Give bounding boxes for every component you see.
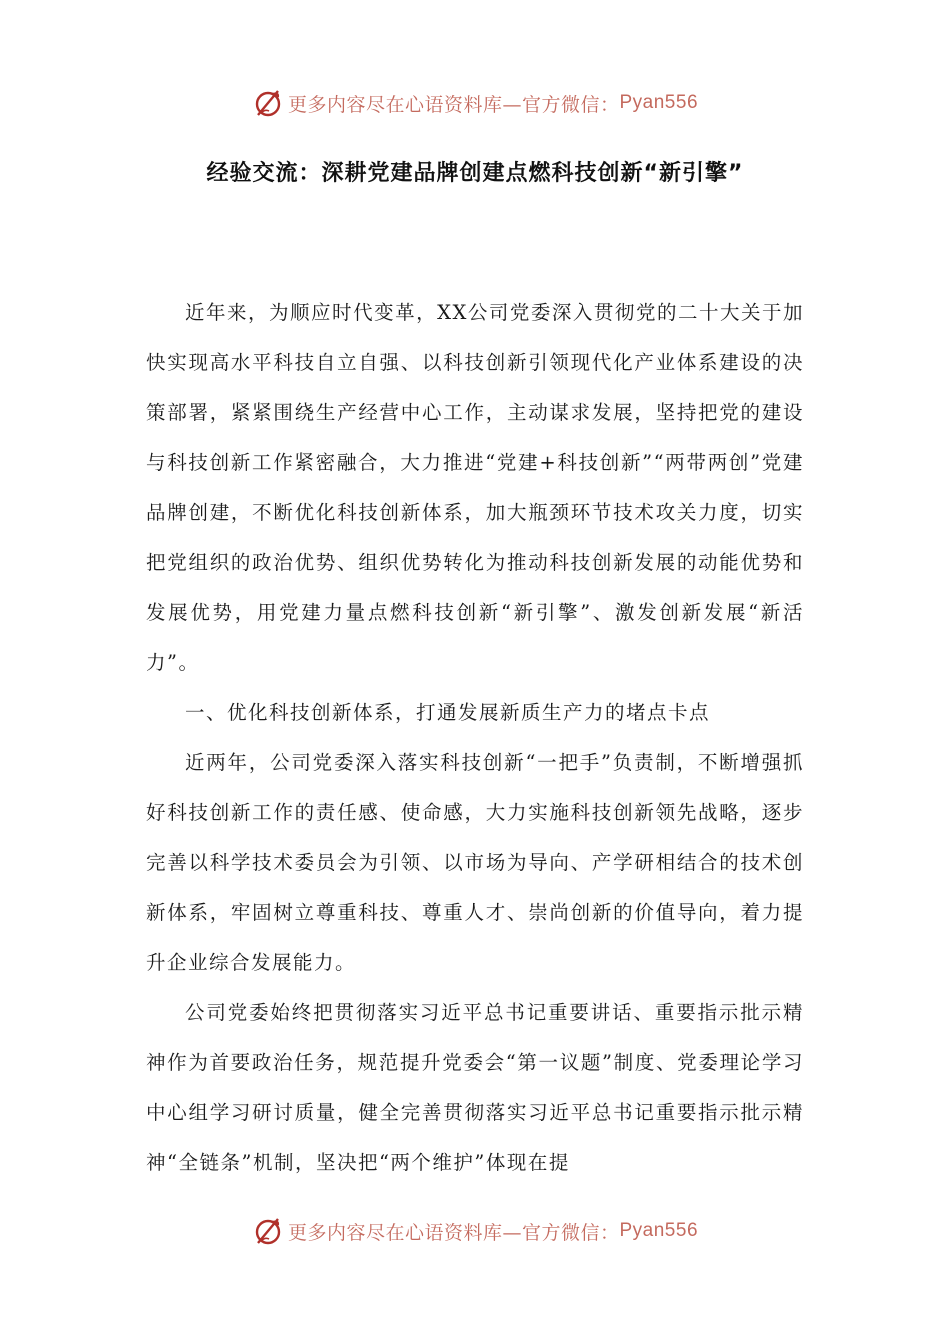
document-title: 经验交流：深耕党建品牌创建点燃科技创新“新引擎” <box>206 161 744 186</box>
document-body <box>146 288 804 1188</box>
banner-text: 更多内容尽在心语资料库—官方微信： <box>287 1221 620 1244</box>
section-heading: 一、优化科技创新体系，打通发展新质生产力的堵点卡点 <box>185 701 711 724</box>
watermark-banner-top <box>0 83 950 123</box>
banner-handle: Pyan556 <box>619 92 699 113</box>
quill-seal-icon <box>252 1215 284 1247</box>
paragraph: 近年来，为顺应时代变革，XX公司党委深入贯彻党的二十大关于加快实现高水平科技自立自强、以科技创新引领现代化产业体系建设的决策部署，紧紧围绕生产经营中心工作，主动谋求发展，坚持把党的建设与科技创新工作紧密融合，大力推进“党建+科技创新”“两带两创”党建品牌创建，不断优化科技创新体系，加大瓶颈环节技术攻关力度，切实把党组织的政治优势、组织优势转化为推动科技创新发展的动能优势和发展优势，用党建力量点燃科技创新“新引擎”、激发创新发展“新活力”。 <box>146 301 804 674</box>
banner-text: 更多内容尽在心语资料库—官方微信： <box>287 93 620 116</box>
quill-seal-icon <box>252 87 284 119</box>
banner-handle: Pyan556 <box>619 1220 699 1241</box>
paragraph: 近两年，公司党委深入落实科技创新“一把手”负责制，不断增强抓好科技创新工作的责任感、使命感，大力实施科技创新领先战略，逐步完善以科学技术委员会为引领、以市场为导向、产学研相结合的技术创新体系，牢固树立尊重科技、尊重人才、崇尚创新的价值导向，着力提升企业综合发展能力。 <box>146 751 804 974</box>
watermark-banner-bottom <box>0 1211 950 1251</box>
paragraph: 公司党委始终把贯彻落实习近平总书记重要讲话、重要指示批示精神作为首要政治任务，规范提升党委会“第一议题”制度、党委理论学习中心组学习研讨质量，健全完善贯彻落实习近平总书记重要指示批示精神“全链条”机制，坚决把“两个维护”体现在提 <box>146 1001 804 1174</box>
